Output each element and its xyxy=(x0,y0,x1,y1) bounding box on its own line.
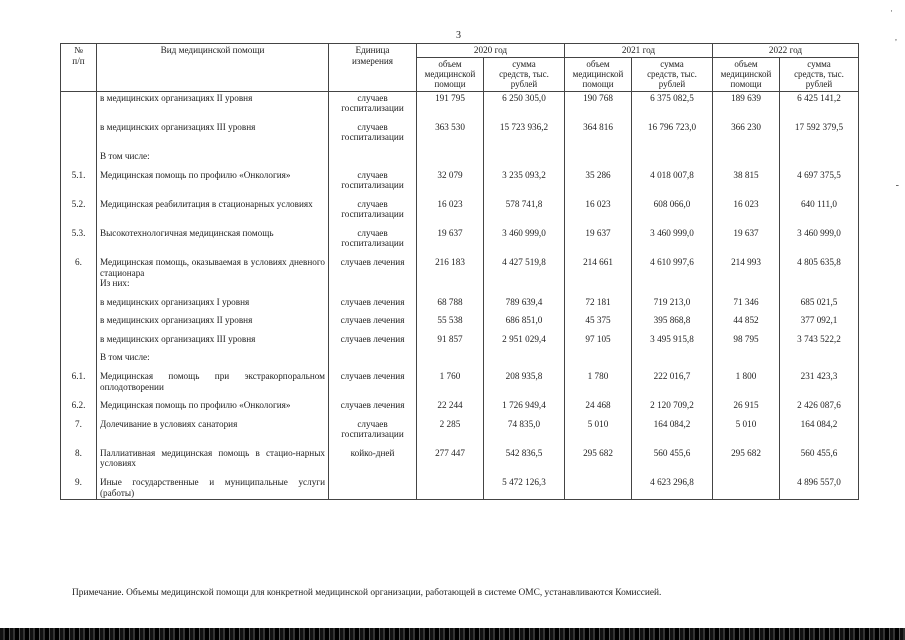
row-number: 6. xyxy=(61,256,97,290)
medical-care-volume-table xyxy=(60,43,859,500)
sum-2020: 578 741,8 xyxy=(484,198,565,221)
sum-2021: 560 455,6 xyxy=(632,447,713,470)
volume-2022 xyxy=(713,351,780,364)
sum-2022 xyxy=(780,351,859,364)
row-number xyxy=(61,121,97,144)
header-sum: сумма средств, тыс. рублей xyxy=(780,57,859,91)
sum-2022: 640 111,0 xyxy=(780,198,859,221)
scan-mark: · xyxy=(890,6,893,16)
row-name: Иные государственные и муниципальные услуги (работы) xyxy=(97,476,329,500)
header-number: № п/п xyxy=(61,44,97,92)
volume-2020: 191 795 xyxy=(417,91,484,115)
sum-2020: 4 427 519,8 xyxy=(484,256,565,290)
volume-2020: 1 760 xyxy=(417,370,484,393)
row-name: в медицинских организациях I уровня xyxy=(97,296,329,309)
volume-2022: 44 852 xyxy=(713,314,780,327)
scan-artifact-strip xyxy=(0,628,905,640)
header-year-2020: 2020 год xyxy=(417,44,565,58)
row-number: 5.2. xyxy=(61,198,97,221)
volume-2021: 5 010 xyxy=(565,418,632,441)
sum-2021: 222 016,7 xyxy=(632,370,713,393)
volume-2020: 277 447 xyxy=(417,447,484,470)
row-name: в медицинских организациях III уровня xyxy=(97,121,329,144)
table-row xyxy=(61,169,859,192)
table-row xyxy=(61,150,859,163)
sum-2020: 15 723 936,2 xyxy=(484,121,565,144)
sum-2020: 2 951 029,4 xyxy=(484,333,565,346)
scan-mark: , xyxy=(895,33,897,42)
volume-2022: 295 682 xyxy=(713,447,780,470)
sum-2020: 3 460 999,0 xyxy=(484,227,565,250)
volume-2022 xyxy=(713,150,780,163)
volume-2020: 216 183 xyxy=(417,256,484,290)
row-unit: случаев госпитализации xyxy=(329,418,417,441)
table-row xyxy=(61,333,859,346)
volume-2021: 295 682 xyxy=(565,447,632,470)
sum-2021: 2 120 709,2 xyxy=(632,399,713,412)
row-number: 8. xyxy=(61,447,97,470)
row-unit: случаев госпитализации xyxy=(329,121,417,144)
header-volume: объем медицинской помощи xyxy=(713,57,780,91)
row-number xyxy=(61,333,97,346)
volume-2021 xyxy=(565,351,632,364)
volume-2022: 366 230 xyxy=(713,121,780,144)
volume-2020: 91 857 xyxy=(417,333,484,346)
table-row xyxy=(61,447,859,470)
sum-2020: 208 935,8 xyxy=(484,370,565,393)
volume-2022: 214 993 xyxy=(713,256,780,290)
footnote: Примечание. Объемы медицинской помощи для конкретной медицинской организации, работающей в системе ОМС, устанавливаются Комиссией. xyxy=(72,588,662,598)
sum-2021 xyxy=(632,351,713,364)
volume-2022: 26 915 xyxy=(713,399,780,412)
row-unit: случаев лечения xyxy=(329,296,417,309)
row-unit: случаев лечения xyxy=(329,399,417,412)
page-number: 3 xyxy=(456,30,461,41)
row-number: 9. xyxy=(61,476,97,500)
volume-2021 xyxy=(565,476,632,500)
header-sum: сумма средств, тыс. рублей xyxy=(632,57,713,91)
sum-2021: 3 495 915,8 xyxy=(632,333,713,346)
sum-2022: 4 896 557,0 xyxy=(780,476,859,500)
table-row xyxy=(61,91,859,115)
sum-2020 xyxy=(484,351,565,364)
row-unit: койко-дней xyxy=(329,447,417,470)
row-name: Медицинская помощь при экстракорпоральном оплодотворении xyxy=(97,370,329,393)
row-number: 6.1. xyxy=(61,370,97,393)
row-name: В том числе: xyxy=(97,351,329,364)
volume-2020: 32 079 xyxy=(417,169,484,192)
sum-2021: 164 084,2 xyxy=(632,418,713,441)
header-volume: объем медицинской помощи xyxy=(565,57,632,91)
sum-2021: 4 610 997,6 xyxy=(632,256,713,290)
row-number xyxy=(61,91,97,115)
volume-2021: 19 637 xyxy=(565,227,632,250)
row-name: в медицинских организациях III уровня xyxy=(97,333,329,346)
row-name: Долечивание в условиях санатория xyxy=(97,418,329,441)
volume-2021: 364 816 xyxy=(565,121,632,144)
sum-2021: 16 796 723,0 xyxy=(632,121,713,144)
row-name: Медицинская реабилитация в стационарных условиях xyxy=(97,198,329,221)
table-row xyxy=(61,351,859,364)
volume-2020: 19 637 xyxy=(417,227,484,250)
sum-2022: 377 092,1 xyxy=(780,314,859,327)
row-number xyxy=(61,351,97,364)
row-name: в медицинских организациях II уровня xyxy=(97,314,329,327)
row-unit: случаев лечения xyxy=(329,333,417,346)
sum-2021: 3 460 999,0 xyxy=(632,227,713,250)
row-number: 6.2. xyxy=(61,399,97,412)
row-name: Паллиативная медицинская помощь в стацио-нарных условиях xyxy=(97,447,329,470)
header-volume: объем медицинской помощи xyxy=(417,57,484,91)
sum-2020: 74 835,0 xyxy=(484,418,565,441)
volume-2020 xyxy=(417,351,484,364)
sum-2022: 685 021,5 xyxy=(780,296,859,309)
row-number xyxy=(61,150,97,163)
volume-2020: 55 538 xyxy=(417,314,484,327)
volume-2021: 45 375 xyxy=(565,314,632,327)
row-unit: случаев госпитализации xyxy=(329,198,417,221)
sum-2021: 395 868,8 xyxy=(632,314,713,327)
sum-2020: 5 472 126,3 xyxy=(484,476,565,500)
row-name: Высокотехнологичная медицинская помощь xyxy=(97,227,329,250)
header-year-2022: 2022 год xyxy=(713,44,859,58)
sum-2020: 6 250 305,0 xyxy=(484,91,565,115)
row-number: 5.3. xyxy=(61,227,97,250)
scan-mark: - xyxy=(895,180,899,191)
row-name: В том числе: xyxy=(97,150,329,163)
volume-2020: 16 023 xyxy=(417,198,484,221)
row-name: Медицинская помощь по профилю «Онкология» xyxy=(97,399,329,412)
row-unit: случаев госпитализации xyxy=(329,169,417,192)
volume-2021: 97 105 xyxy=(565,333,632,346)
volume-2021: 16 023 xyxy=(565,198,632,221)
row-unit: случаев лечения xyxy=(329,314,417,327)
sum-2022: 231 423,3 xyxy=(780,370,859,393)
header-kind: Вид медицинской помощи xyxy=(97,44,329,92)
sum-2022 xyxy=(780,150,859,163)
sum-2022: 17 592 379,5 xyxy=(780,121,859,144)
sum-2021: 719 213,0 xyxy=(632,296,713,309)
volume-2020 xyxy=(417,150,484,163)
volume-2020: 22 244 xyxy=(417,399,484,412)
row-number xyxy=(61,296,97,309)
table-body xyxy=(61,91,859,500)
volume-2022: 5 010 xyxy=(713,418,780,441)
volume-2021 xyxy=(565,150,632,163)
sum-2022: 6 425 141,2 xyxy=(780,91,859,115)
table-row xyxy=(61,314,859,327)
volume-2022: 16 023 xyxy=(713,198,780,221)
table-row xyxy=(61,418,859,441)
volume-2022 xyxy=(713,476,780,500)
header-unit: Единица измерения xyxy=(329,44,417,92)
table-row xyxy=(61,399,859,412)
volume-2020: 363 530 xyxy=(417,121,484,144)
volume-2022: 98 795 xyxy=(713,333,780,346)
row-unit xyxy=(329,476,417,500)
sum-2022: 560 455,6 xyxy=(780,447,859,470)
volume-2021: 35 286 xyxy=(565,169,632,192)
row-number: 7. xyxy=(61,418,97,441)
table-row xyxy=(61,256,859,290)
row-name: Медицинская помощь по профилю «Онкология» xyxy=(97,169,329,192)
header-sum: сумма средств, тыс. рублей xyxy=(484,57,565,91)
sum-2022: 164 084,2 xyxy=(780,418,859,441)
sum-2020: 789 639,4 xyxy=(484,296,565,309)
volume-2020 xyxy=(417,476,484,500)
table-row xyxy=(61,198,859,221)
volume-2022: 38 815 xyxy=(713,169,780,192)
sum-2021 xyxy=(632,150,713,163)
sum-2020: 3 235 093,2 xyxy=(484,169,565,192)
sum-2022: 4 805 635,8 xyxy=(780,256,859,290)
volume-2022: 1 800 xyxy=(713,370,780,393)
volume-2021: 72 181 xyxy=(565,296,632,309)
sum-2020: 1 726 949,4 xyxy=(484,399,565,412)
row-unit: случаев лечения xyxy=(329,370,417,393)
row-unit: случаев госпитализации xyxy=(329,227,417,250)
sum-2020 xyxy=(484,150,565,163)
row-unit: случаев госпитализации xyxy=(329,91,417,115)
volume-2021: 1 780 xyxy=(565,370,632,393)
sum-2021: 4 623 296,8 xyxy=(632,476,713,500)
volume-2022: 71 346 xyxy=(713,296,780,309)
volume-2021: 214 661 xyxy=(565,256,632,290)
sum-2022: 2 426 087,6 xyxy=(780,399,859,412)
volume-2022: 19 637 xyxy=(713,227,780,250)
row-name: в медицинских организациях II уровня xyxy=(97,91,329,115)
table-row xyxy=(61,227,859,250)
sum-2021: 6 375 082,5 xyxy=(632,91,713,115)
row-unit xyxy=(329,351,417,364)
table-row xyxy=(61,476,859,500)
volume-2022: 189 639 xyxy=(713,91,780,115)
header-year-2021: 2021 год xyxy=(565,44,713,58)
volume-2020: 68 788 xyxy=(417,296,484,309)
table-row xyxy=(61,370,859,393)
sum-2020: 686 851,0 xyxy=(484,314,565,327)
sum-2022: 3 460 999,0 xyxy=(780,227,859,250)
sum-2022: 3 743 522,2 xyxy=(780,333,859,346)
table-row xyxy=(61,296,859,309)
table-row xyxy=(61,121,859,144)
row-unit: случаев лечения xyxy=(329,256,417,290)
sum-2020: 542 836,5 xyxy=(484,447,565,470)
sum-2021: 4 018 007,8 xyxy=(632,169,713,192)
row-unit xyxy=(329,150,417,163)
volume-2020: 2 285 xyxy=(417,418,484,441)
row-name: Медицинская помощь, оказываемая в условиях дневного стационара Из них: xyxy=(97,256,329,290)
volume-2021: 190 768 xyxy=(565,91,632,115)
volume-2021: 24 468 xyxy=(565,399,632,412)
row-number xyxy=(61,314,97,327)
sum-2021: 608 066,0 xyxy=(632,198,713,221)
row-number: 5.1. xyxy=(61,169,97,192)
sum-2022: 4 697 375,5 xyxy=(780,169,859,192)
